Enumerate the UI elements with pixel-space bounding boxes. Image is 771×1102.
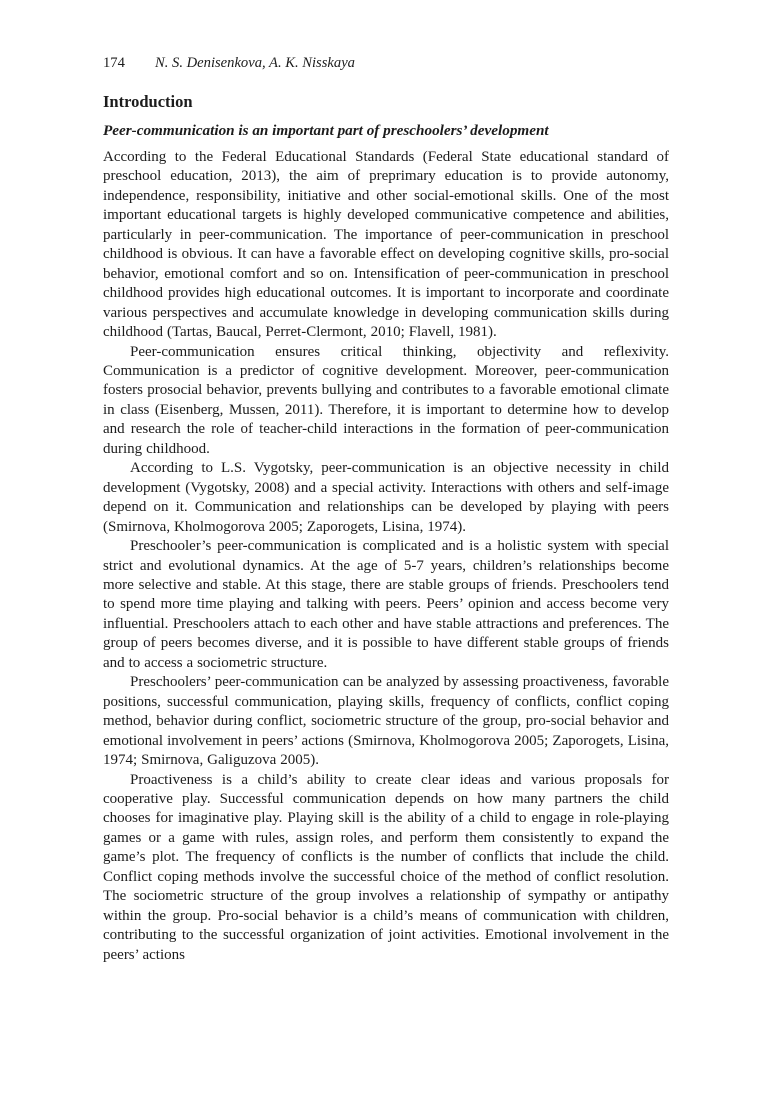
- paragraph-6: Proactiveness is a child’s ability to create clear ideas and various proposals for cooperative play. Successful communication depends on how many partners the child chooses for imaginative play. Playing skill is the ability of a child to engage in role-playing games or a game with rules, assign roles, and perform them consistently to expand the game’s plot. The frequency of conflicts is the number of conflicts that include the child. Conflict coping methods involve the successful choice of the method of conflict resolution. The sociometric structure of the group involves a relationship of sympathy or antipathy within the group. Pro-social behavior is a child’s means of communication with children, contributing to the successful organization of joint activities. Emotional involvement in the peers’ actions: [103, 771, 669, 963]
- paragraph-5: Preschoolers’ peer-communication can be analyzed by assessing proactiveness, favorable positions, successful communication, playing skills, frequency of conflicts, conflict coping method, behavior during conflict, sociometric structure of the group, pro-social behavior and emotional involvement in peers’ actions (Smirnova, Kholmogorova 2005; Zaporogets, Lisina, 1974; Smirnova, Galiguzova 2005).: [103, 674, 669, 769]
- running-header: [103, 54, 669, 72]
- article-body: [103, 148, 669, 965]
- paragraph-1: According to the Federal Educational Standards (Federal State educational standard of preschool education, 2013), the aim of preprimary education is to provide autonomy, independence, responsibility, initiative and other social-emotional skills. One of the most important educational targets is highly developed communicative competence and abilities, particularly in peer-communication. The importance of peer-communication in preschool childhood is obvious. It can have a favorable effect on developing cognitive skills, pro-social behavior, emotional comfort and so on. Intensification of peer-communication in preschool childhood provides high educational outcomes. It is important to incorporate and coordinate various perspectives and accumulate knowledge in developing communication skills during childhood (Tartas, Baucal, Perret-Clermont, 2010; Flavell, 1981).: [103, 149, 669, 341]
- page-number: 174: [103, 55, 125, 71]
- running-header-authors: N. S. Denisenkova, A. K. Nisskaya: [155, 55, 355, 71]
- subsection-title: Peer-communication is an important part of preschoolers’ development: [103, 122, 549, 139]
- section-title: Introduction: [103, 92, 193, 111]
- paragraph-4: Preschooler’s peer-communication is complicated and is a holistic system with special strict and evolutional dynamics. At the age of 5-7 years, children’s relationships become more selective and stable. At this stage, there are stable groups of friends. Preschoolers tend to spend more time playing and talking with peers. Peers’ opinion and access become very influential. Preschoolers attach to each other and have stable attractions and preferences. The group of peers becomes diverse, and it is possible to have different stable groups of friends and to access a sociometric structure.: [103, 538, 669, 671]
- paragraph-3: According to L.S. Vygotsky, peer-communication is an objective necessity in child development (Vygotsky, 2008) and a special activity. Interactions with others and self-image depend on it. Communication and relationships can be developed by playing with peers (Smirnova, Kholmogorova 2005; Zaporogets, Lisina, 1974).: [103, 460, 669, 535]
- paragraph-2: Peer-communication ensures critical thinking, objectivity and reflexivity. Communication is a predictor of cognitive development. Moreover, peer-communication fosters prosocial behavior, prevents bullying and contributes to a favorable emotional climate in class (Eisenberg, Mussen, 2011). Therefore, it is important to determine how to develop and research the role of teacher-child interactions in the formation of peer-communication during childhood.: [103, 343, 669, 457]
